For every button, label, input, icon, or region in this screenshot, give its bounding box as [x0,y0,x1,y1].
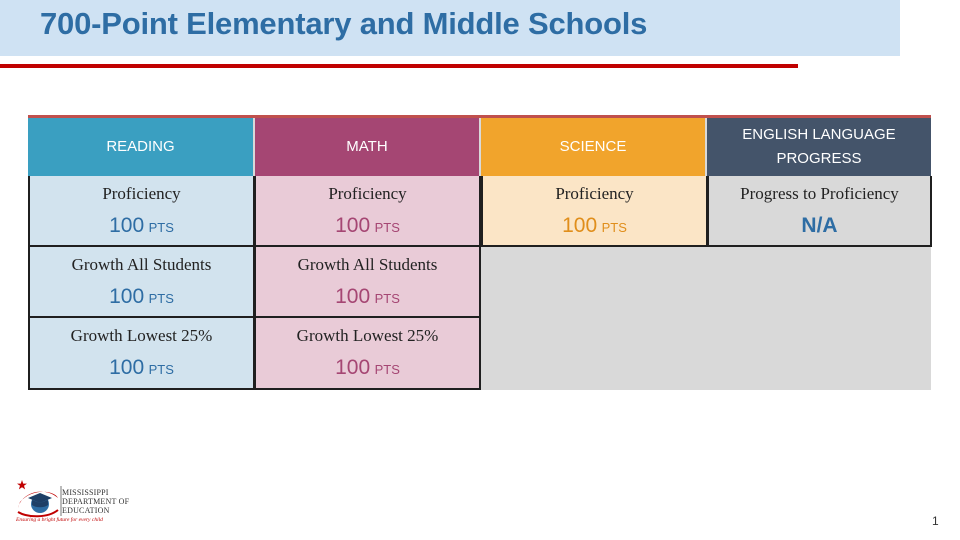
table-cell [709,176,930,247]
elp-header [707,118,931,178]
cell-points [256,356,479,380]
points-value: N/A [801,214,838,237]
points-value: 100 [109,356,145,379]
cell-points [30,356,253,380]
points-value: 100 [335,214,371,237]
points-unit: PTS [374,362,400,377]
cell-points [256,214,479,238]
page-title: 700-Point Elementary and Middle Schools [40,6,648,41]
logo-tagline: Ensuring a bright future for every child [16,517,103,523]
table-cell [256,176,479,247]
math-header: MATH [255,118,479,178]
table-cell [30,176,253,247]
cell-label: Proficiency [102,184,181,203]
logo-wordmark [62,488,129,515]
logo-line: DEPARTMENT OF [62,497,130,506]
science-header: SCIENCE [481,118,705,178]
points-value: 100 [109,285,145,308]
points-unit: PTS [148,220,174,235]
cell-label: Growth Lowest 25% [296,326,439,345]
cell-points [709,214,930,238]
cell-points [256,285,479,309]
reading-column [28,176,255,390]
points-unit: PTS [601,220,627,235]
points-value: 100 [335,285,371,308]
points-value: 100 [335,356,371,379]
cell-label: Progress to Proficiency [740,184,899,203]
title-divider [0,64,798,68]
elp-column [707,176,932,247]
points-table [28,115,931,390]
table-cell [30,247,253,318]
table-cell [256,318,479,389]
logo-line: MISSISSIPPI [62,488,109,497]
points-unit: PTS [374,220,400,235]
table-cell [30,318,253,389]
points-value: 100 [562,214,598,237]
cell-points [30,285,253,309]
cell-label: Growth All Students [297,255,438,274]
elp-header-line2: PROGRESS [776,150,862,167]
science-column [481,176,708,247]
cell-label: Growth Lowest 25% [70,326,213,345]
cell-points [30,214,253,238]
cell-label: Proficiency [328,184,407,203]
points-unit: PTS [374,291,400,306]
math-column [254,176,481,390]
cell-label: Growth All Students [71,255,212,274]
table-cell [483,176,706,247]
points-unit: PTS [148,291,174,306]
table-cell [256,247,479,318]
reading-header: READING [28,118,253,178]
cell-label: Proficiency [555,184,634,203]
page-number: 1 [932,514,939,528]
points-unit: PTS [148,362,174,377]
cell-points [483,214,706,238]
elp-header-line1: ENGLISH LANGUAGE [742,126,896,143]
logo-line: EDUCATION [62,506,110,515]
points-value: 100 [109,214,145,237]
